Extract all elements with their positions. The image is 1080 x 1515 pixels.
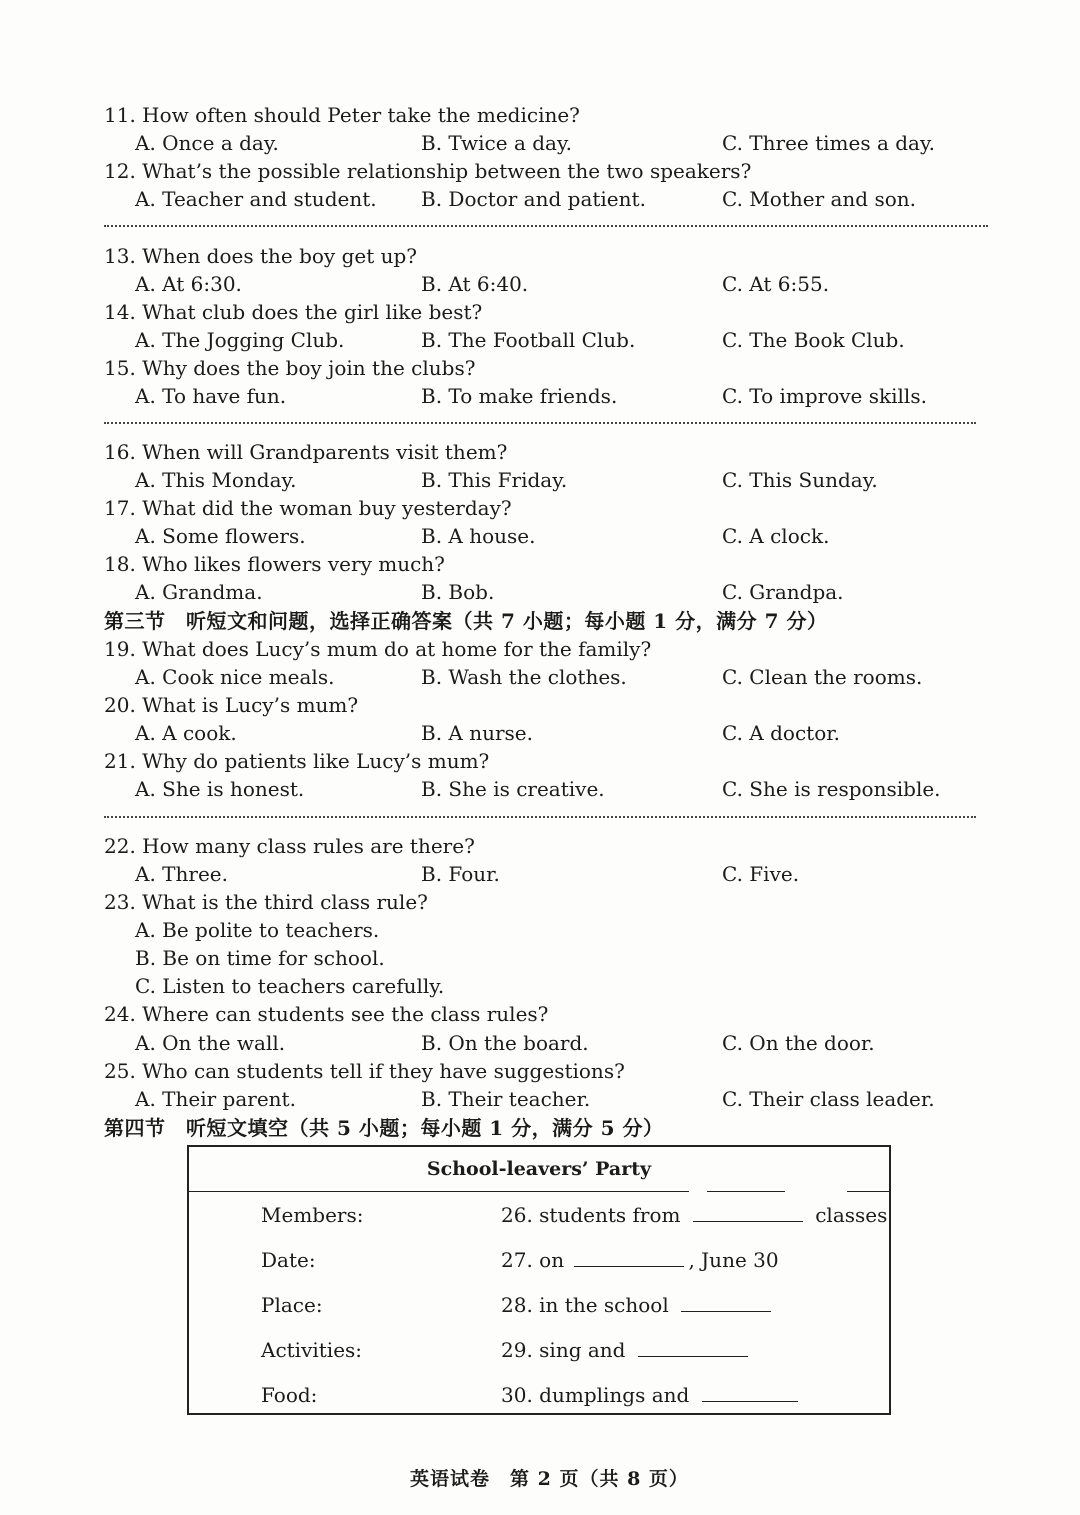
divider xyxy=(104,422,976,424)
q19-option-c: C. Clean the rooms. xyxy=(722,665,923,689)
divider xyxy=(104,225,988,227)
question-21: 21. Why do patients like Lucy’s mum? xyxy=(104,749,490,773)
item-27-text: 27. on xyxy=(501,1248,565,1272)
section-3-heading: 第三节 听短文和问题，选择正确答案（共 7 小题；每小题 1 分，满分 7 分） xyxy=(104,609,828,633)
table-header-rule xyxy=(847,1191,889,1192)
q18-option-b: B. Bob. xyxy=(421,580,495,604)
question-18: 18. Who likes flowers very much? xyxy=(104,552,445,576)
table-title: School-leavers’ Party xyxy=(426,1158,652,1180)
question-15: 15. Why does the boy join the clubs? xyxy=(104,356,476,380)
q13-option-a: A. At 6:30. xyxy=(135,272,242,296)
q12-option-b: B. Doctor and patient. xyxy=(421,187,646,211)
q12-option-a: A. Teacher and student. xyxy=(135,187,377,211)
q24-option-c: C. On the door. xyxy=(722,1031,875,1055)
table-header-rule xyxy=(707,1191,785,1192)
row-label-activities: Activities: xyxy=(261,1338,363,1362)
answer-blank-29[interactable] xyxy=(638,1336,748,1357)
item-30-text: 30. dumplings and xyxy=(501,1383,690,1407)
q21-option-a: A. She is honest. xyxy=(135,777,305,801)
q20-option-b: B. A nurse. xyxy=(421,721,533,745)
row-label-members: Members: xyxy=(261,1203,364,1227)
page-footer: 英语试卷 第 2 页（共 8 页） xyxy=(410,1468,689,1490)
item-26-text: 26. students from xyxy=(501,1203,681,1227)
item-26-suffix: classes xyxy=(815,1203,888,1227)
answer-blank-26[interactable] xyxy=(693,1201,803,1222)
q15-option-b: B. To make friends. xyxy=(421,384,618,408)
row-label-date: Date: xyxy=(261,1248,316,1272)
answer-blank-28[interactable] xyxy=(681,1291,771,1312)
item-29-text: 29. sing and xyxy=(501,1338,626,1362)
q21-option-c: C. She is responsible. xyxy=(722,777,941,801)
q15-option-c: C. To improve skills. xyxy=(722,384,927,408)
q24-option-a: A. On the wall. xyxy=(135,1031,286,1055)
table-header-rule xyxy=(189,1191,689,1192)
row-label-place: Place: xyxy=(261,1293,323,1317)
party-table xyxy=(187,1145,891,1415)
question-17: 17. What did the woman buy yesterday? xyxy=(104,496,512,520)
q23-option-b: B. Be on time for school. xyxy=(135,946,385,970)
q20-option-a: A. A cook. xyxy=(135,721,237,745)
q15-option-a: A. To have fun. xyxy=(135,384,287,408)
question-14: 14. What club does the girl like best? xyxy=(104,300,483,324)
row-item-26 xyxy=(501,1201,887,1229)
q19-option-b: B. Wash the clothes. xyxy=(421,665,627,689)
item-27-suffix: , June 30 xyxy=(688,1248,779,1272)
q24-option-b: B. On the board. xyxy=(421,1031,589,1055)
q13-option-b: B. At 6:40. xyxy=(421,272,529,296)
question-16: 16. When will Grandparents visit them? xyxy=(104,440,508,464)
q14-option-c: C. The Book Club. xyxy=(722,328,905,352)
q18-option-a: A. Grandma. xyxy=(135,580,263,604)
q12-option-c: C. Mother and son. xyxy=(722,187,917,211)
q14-option-b: B. The Football Club. xyxy=(421,328,636,352)
q18-option-c: C. Grandpa. xyxy=(722,580,844,604)
section-4-heading: 第四节 听短文填空（共 5 小题；每小题 1 分，满分 5 分） xyxy=(104,1116,664,1140)
q13-option-c: C. At 6:55. xyxy=(722,272,830,296)
question-20: 20. What is Lucy’s mum? xyxy=(104,693,359,717)
divider xyxy=(104,816,976,818)
q25-option-c: C. Their class leader. xyxy=(722,1087,935,1111)
row-item-29 xyxy=(501,1336,754,1364)
q21-option-b: B. She is creative. xyxy=(421,777,605,801)
q17-option-a: A. Some flowers. xyxy=(135,524,306,548)
q25-option-a: A. Their parent. xyxy=(135,1087,296,1111)
question-13: 13. When does the boy get up? xyxy=(104,244,418,268)
row-label-food: Food: xyxy=(261,1383,318,1407)
row-item-27 xyxy=(501,1246,779,1274)
q16-option-b: B. This Friday. xyxy=(421,468,568,492)
answer-blank-27[interactable] xyxy=(574,1246,684,1267)
q11-option-c: C. Three times a day. xyxy=(722,131,935,155)
q20-option-c: C. A doctor. xyxy=(722,721,840,745)
q14-option-a: A. The Jogging Club. xyxy=(135,328,345,352)
question-19: 19. What does Lucy’s mum do at home for the family? xyxy=(104,637,652,661)
q19-option-a: A. Cook nice meals. xyxy=(135,665,335,689)
q25-option-b: B. Their teacher. xyxy=(421,1087,591,1111)
row-item-30 xyxy=(501,1381,804,1409)
q11-option-b: B. Twice a day. xyxy=(421,131,572,155)
question-24: 24. Where can students see the class rules? xyxy=(104,1002,549,1026)
q16-option-c: C. This Sunday. xyxy=(722,468,878,492)
q22-option-b: B. Four. xyxy=(421,862,500,886)
question-11: 11. How often should Peter take the medicine? xyxy=(104,103,580,127)
q23-option-c: C. Listen to teachers carefully. xyxy=(135,974,445,998)
answer-blank-30[interactable] xyxy=(702,1381,798,1402)
q22-option-c: C. Five. xyxy=(722,862,800,886)
q17-option-b: B. A house. xyxy=(421,524,536,548)
q17-option-c: C. A clock. xyxy=(722,524,830,548)
item-28-text: 28. in the school xyxy=(501,1293,669,1317)
q16-option-a: A. This Monday. xyxy=(135,468,297,492)
question-22: 22. How many class rules are there? xyxy=(104,834,475,858)
question-12: 12. What’s the possible relationship between the two speakers? xyxy=(104,159,752,183)
row-item-28 xyxy=(501,1291,777,1319)
q11-option-a: A. Once a day. xyxy=(135,131,279,155)
question-23: 23. What is the third class rule? xyxy=(104,890,428,914)
q23-option-a: A. Be polite to teachers. xyxy=(135,918,380,942)
q22-option-a: A. Three. xyxy=(135,862,228,886)
question-25: 25. Who can students tell if they have suggestions? xyxy=(104,1059,625,1083)
